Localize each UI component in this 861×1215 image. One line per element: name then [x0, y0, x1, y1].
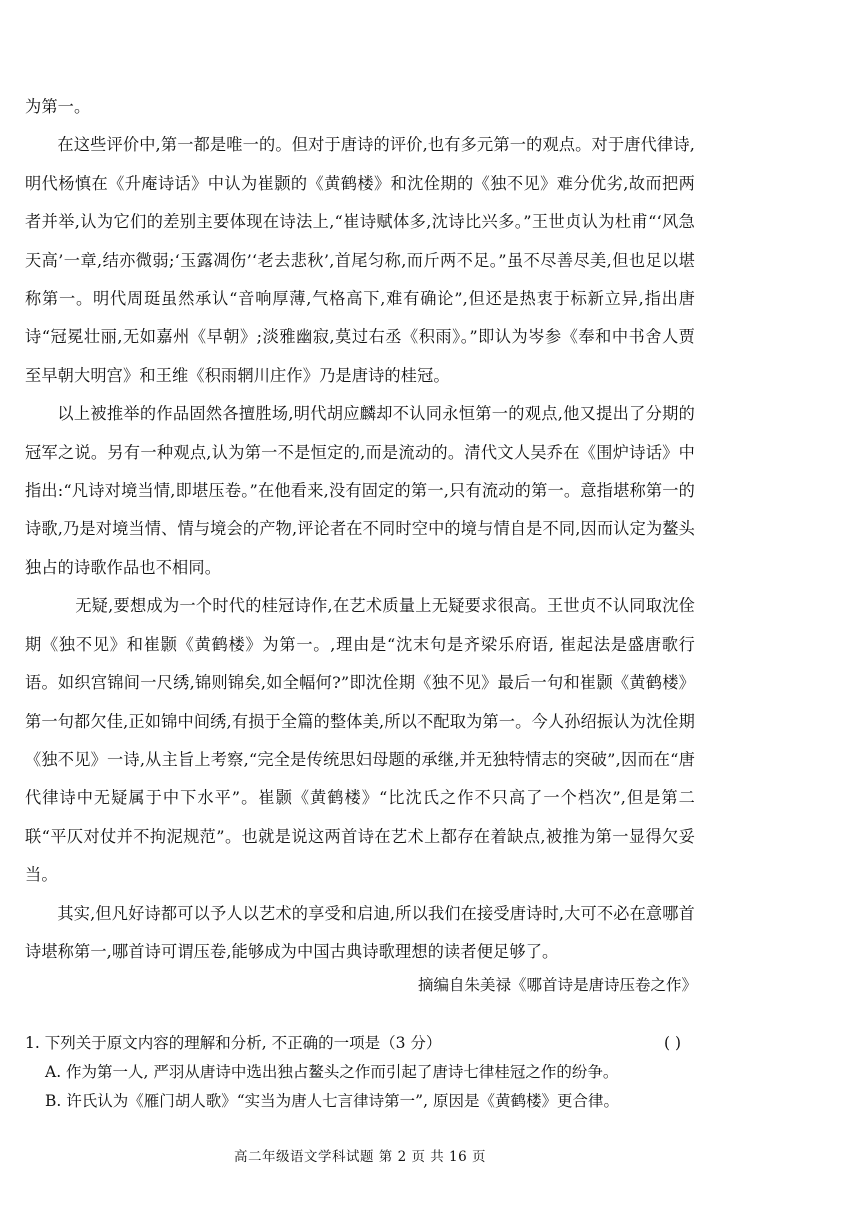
source-attribution: 摘编自朱美禄《哪首诗是唐诗压卷之作》	[417, 976, 697, 994]
option-a: A. 作为第一人, 严羽从唐诗中选出独占鳌头之作而引起了唐诗七律桂冠之作的纷争。	[45, 1063, 619, 1081]
question-stem: 1. 下列关于原文内容的理解和分析, 不正确的一项是（3 分）	[25, 1034, 442, 1052]
paragraph: 在这些评价中,第一都是唯一的。但对于唐诗的评价,也有多元第一的观点。对于唐代律诗,明代杨慎在《升庵诗话》中认为崔颢的《黄鹤楼》和沈佺期的《独不见》难分优劣,故而把两者并举,认为它们的差别主要体现在诗法上,“崔诗赋体多,沈诗比兴多。”王世贞认为杜甫“‘风急天高’一章,结亦微弱;‘玉露凋伤’‘老去悲秋’,首尾匀称,而斤两不足。”虽不尽善尽美,但也足以堪称第一。明代周珽虽然承认“音响厚薄,气格高下,难有确论”,但还是热衷于标新立异,指出唐诗“冠冕壮丽,无如嘉州《早朝》;淡雅幽寂,莫过右丞《积雨》。”即认为岑参《奉和中书舍人贾至早朝大明宫》和王维《积雨辋川庄作》乃是唐诗的桂冠。	[25, 135, 695, 385]
article-body	[25, 88, 695, 971]
option-b: B. 许氏认为《雁门胡人歌》“实当为唐人七言律诗第一”, 原因是《黄鹤楼》更合律。	[45, 1092, 619, 1110]
paragraph-continuation: 为第一。	[25, 97, 91, 116]
page-footer: 高二年级语文学科试题 第 2 页 共 16 页	[233, 1149, 486, 1165]
paragraph: 以上被推举的作品固然各擅胜场,明代胡应麟却不认同永恒第一的观点,他又提出了分期的冠军之说。另有一种观点,认为第一不是恒定的,而是流动的。清代文人吴乔在《围炉诗话》中指出:“凡诗对境当情,即堪压卷。”在他看来,没有固定的第一,只有流动的第一。意指堪称第一的诗歌,乃是对境当情、情与境会的产物,评论者在不同时空中的境与情自是不同,因而认定为鳌头独占的诗歌作品也不相同。	[25, 404, 695, 577]
question-block	[25, 1029, 695, 1116]
question-stem-row	[25, 1029, 695, 1058]
paragraph: 无疑,要想成为一个时代的桂冠诗作,在艺术质量上无疑要求很高。王世贞不认同取沈佺期《独不见》和崔颢《黄鹤楼》为第一。,理由是“沈末句是齐梁乐府语, 崔起法是盛唐歌行语。如织宫锦间一尺绣,锦则锦矣,如全幅何?”即沈佺期《独不见》最后一句和崔颢《黄鹤楼》第一句都欠佳,正如锦中间绣,有损于全篇的整体美,所以不配取为第一。今人孙绍振认为沈佺期《独不见》一诗,从主旨上考察,“完全是传统思妇母题的承继,并无独特情志的突破”,因而在“唐代律诗中无疑属于中下水平”。崔颢《黄鹤楼》“比沈氏之作不只高了一个档次”,但是第二联“平仄对仗并不拘泥规范”。也就是说这两首诗在艺术上都存在着缺点,被推为第一显得欠妥当。	[25, 596, 695, 885]
paragraph: 其实,但凡好诗都可以予人以艺术的享受和启迪,所以我们在接受唐诗时,大可不必在意哪首诗堪称第一,哪首诗可谓压卷,能够成为中国古典诗歌理想的读者便足够了。	[25, 903, 695, 961]
answer-blank: ( )	[663, 1034, 681, 1052]
